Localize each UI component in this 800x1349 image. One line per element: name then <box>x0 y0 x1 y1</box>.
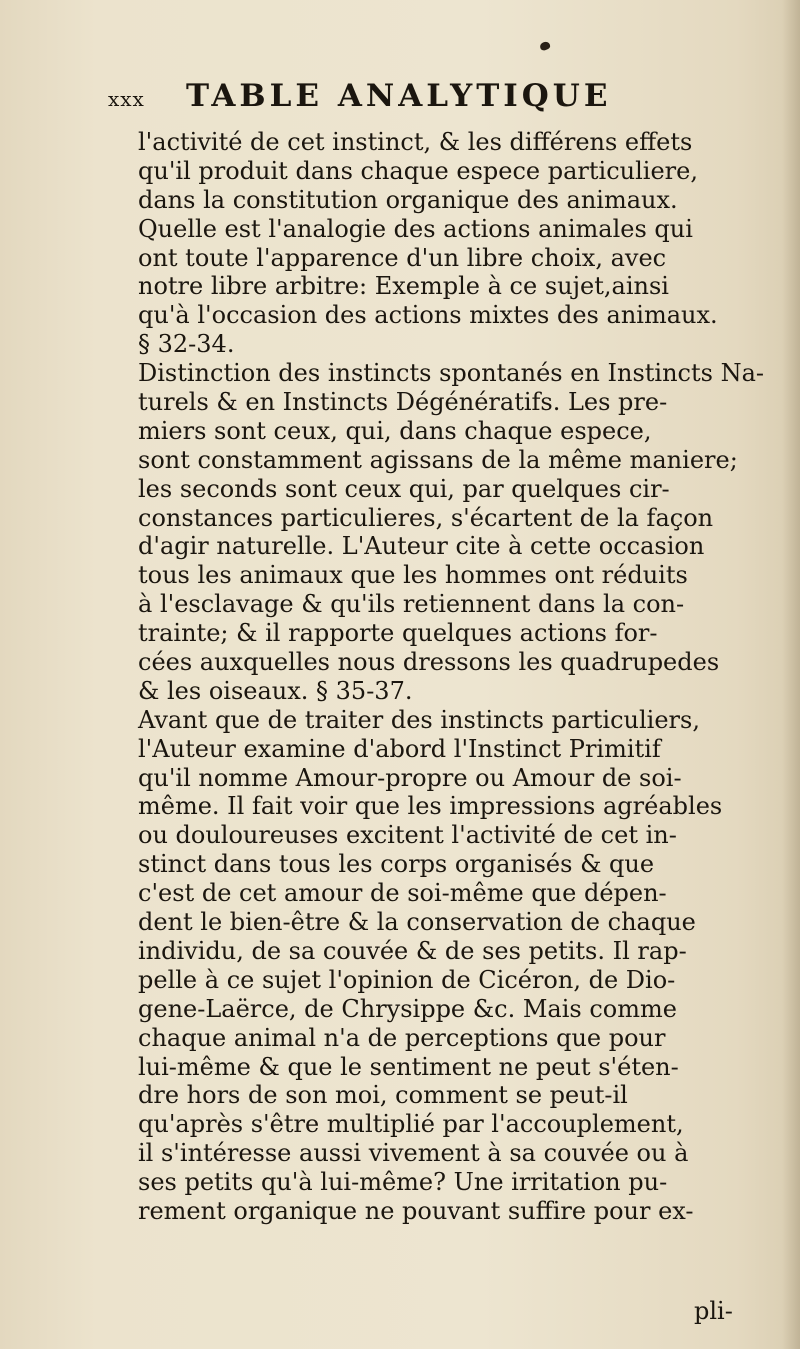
text-line: Avant que de traiter des instincts particuliers, <box>138 705 700 734</box>
text-line: turels & en Instincts Dégénératifs. Les pre- <box>138 388 668 417</box>
text-line: même. Il fait voir que les impressions agréables <box>138 792 723 821</box>
text-line: il s'intéresse aussi vivement à sa couvée ou à <box>138 1139 689 1168</box>
text-line: ont toute l'apparence d'un libre choix, avec <box>138 243 667 272</box>
running-title: TABLE ANALYTIQUE <box>186 78 612 114</box>
text-line: qu'à l'occasion des actions mixtes des animaux. <box>138 301 718 330</box>
text-line: qu'il produit dans chaque espece particuliere, <box>138 156 698 185</box>
text-line: trainte; & il rapporte quelques actions for- <box>138 619 658 648</box>
text-line: tous les animaux que les hommes ont réduits <box>138 561 688 590</box>
text-line: notre libre arbitre: Exemple à ce sujet,ainsi <box>138 272 669 301</box>
text-line: les seconds sont ceux qui, par quelques cir- <box>138 474 670 503</box>
text-line: dans la constitution organique des animaux. <box>138 185 678 214</box>
text-line: lui-même & que le sentiment ne peut s'éten- <box>138 1052 679 1081</box>
text-line: individu, de sa couvée & de ses petits. Il rap- <box>138 936 687 965</box>
text-line: ou douloureuses excitent l'activité de cet in- <box>138 821 677 850</box>
catchword: pli- <box>694 1297 733 1325</box>
text-line: gene-Laërce, de Chrysippe &c. Mais comme <box>138 994 677 1023</box>
text-line: & les oiseaux. § 35-37. <box>138 676 413 705</box>
text-line: pelle à ce sujet l'opinion de Cicéron, de Dio- <box>138 965 676 994</box>
body-text <box>138 128 788 1226</box>
text-line: dre hors de son moi, comment se peut-il <box>138 1081 628 1110</box>
text-line: miers sont ceux, qui, dans chaque espece, <box>138 416 652 445</box>
text-line: chaque animal n'a de perceptions que pour <box>138 1023 666 1052</box>
page-number: xxx <box>108 87 145 111</box>
text-line: l'activité de cet instinct, & les différens effets <box>138 128 693 156</box>
text-line: à l'esclavage & qu'ils retiennent dans la con- <box>138 590 685 619</box>
ink-blot-mark <box>539 41 551 52</box>
text-line: § 32-34. <box>138 330 235 359</box>
text-line: qu'il nomme Amour-propre ou Amour de soi- <box>138 763 682 792</box>
text-line: l'Auteur examine d'abord l'Instinct Primitif <box>138 734 661 763</box>
text-line: Distinction des instincts spontanés en Instincts Na- <box>138 359 764 388</box>
text-line: stinct dans tous les corps organisés & que <box>138 850 655 879</box>
text-line: sont constamment agissans de la même maniere; <box>138 445 738 474</box>
text-line: qu'après s'être multiplié par l'accouplement, <box>138 1110 684 1139</box>
text-line: c'est de cet amour de soi-même que dépen- <box>138 879 667 908</box>
text-line: rement organique ne pouvant suffire pour ex- <box>138 1196 694 1225</box>
text-line: dent le bien-être & la conservation de chaque <box>138 908 696 937</box>
text-line: d'agir naturelle. L'Auteur cite à cette occasion <box>138 532 705 561</box>
text-line: ses petits qu'à lui-même? Une irritation pu- <box>138 1168 668 1197</box>
text-line: cées auxquelles nous dressons les quadrupedes <box>138 648 720 677</box>
page-header <box>108 78 668 122</box>
text-line: constances particulieres, s'écartent de la façon <box>138 503 714 532</box>
text-line: Quelle est l'analogie des actions animales qui <box>138 214 693 243</box>
